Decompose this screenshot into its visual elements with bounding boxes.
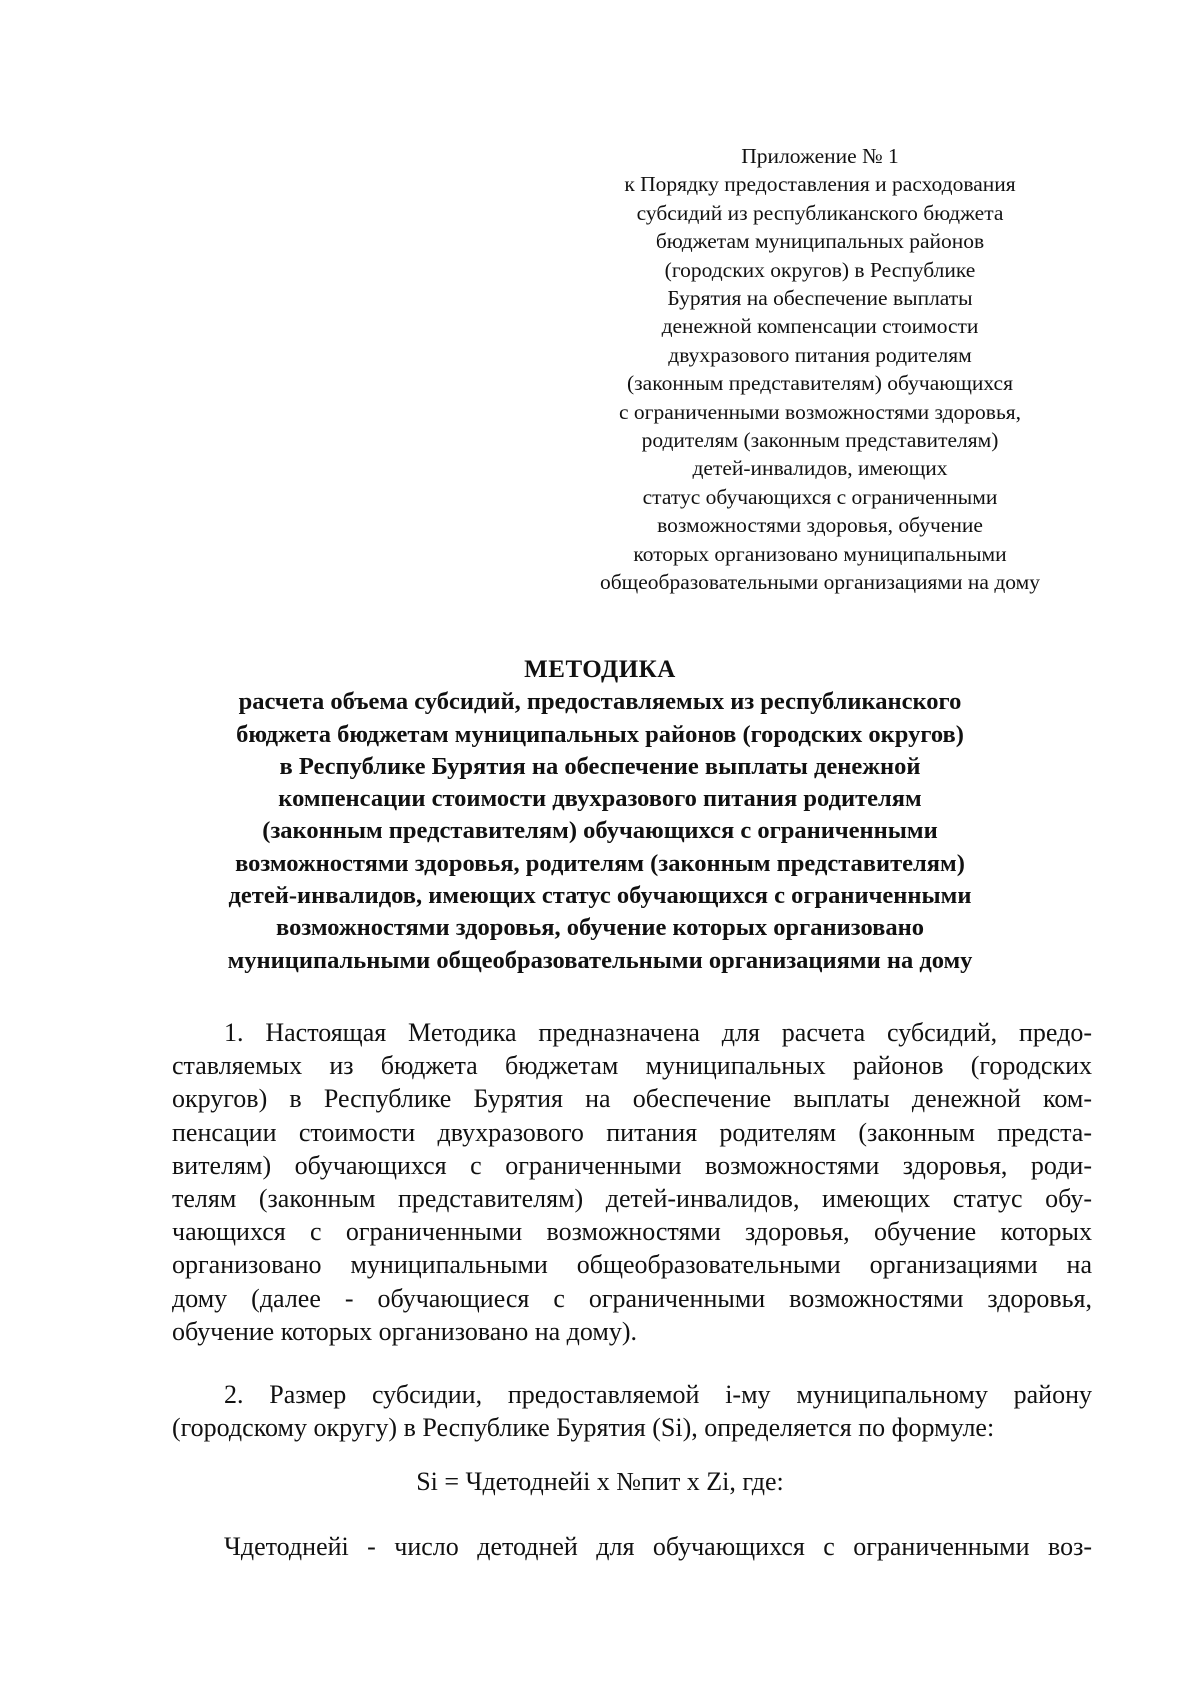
title-line: (законным представителям) обучающихся с ограниченными xyxy=(262,817,938,845)
appendix-line: детей-инвалидов, имеющих xyxy=(692,456,948,481)
appendix-line: (городских округов) в Республике xyxy=(664,257,976,282)
title-line: компенсации стоимости двухразового питания родителям xyxy=(278,785,922,813)
title-line: муниципальными общеобразовательными организациями на дому xyxy=(227,946,973,974)
paragraph-line: обучение которых организовано на дому). xyxy=(172,1316,638,1346)
paragraph-line: Чдетоднейi - число детодней для обучающихся с ограниченными воз- xyxy=(224,1532,1092,1561)
appendix-header xyxy=(560,142,1080,597)
paragraph-line: вителям) обучающихся с ограниченными возможностями здоровья, роди- xyxy=(172,1150,1092,1180)
paragraph-line: 1. Настоящая Методика предназначена для расчета субсидий, предо- xyxy=(224,1018,1092,1047)
paragraph-1 xyxy=(172,1016,1092,1348)
appendix-line: статус обучающихся с ограниченными xyxy=(642,484,998,509)
paragraph-line: ставляемых из бюджета бюджетам муниципальных районов (городских xyxy=(172,1051,1092,1081)
paragraph-line: дому (далее - обучающиеся с ограниченными возможностями здоровья, xyxy=(172,1283,1092,1313)
title-line: в Республике Бурятия на обеспечение выплаты денежной xyxy=(279,752,921,780)
paragraph-3 xyxy=(172,1530,1092,1563)
title-line: бюджета бюджетам муниципальных районов (городских округов) xyxy=(236,720,964,748)
document-title xyxy=(150,654,1050,977)
title-line: детей-инвалидов, имеющих статус обучающихся с ограниченными xyxy=(228,882,972,910)
paragraph-line: округов) в Республике Бурятия на обеспечение выплаты денежной ком- xyxy=(172,1084,1092,1114)
paragraph-line: 2. Размер субсидии, предоставляемой i-му муниципальному району xyxy=(224,1380,1092,1409)
paragraph-line: пенсации стоимости двухразового питания родителям (законным предста- xyxy=(172,1117,1092,1147)
paragraph-line: чающихся с ограниченными возможностями здоровья, обучение которых xyxy=(172,1217,1092,1247)
title-line: расчета объема субсидий, предоставляемых из республиканского xyxy=(238,688,962,716)
title-line: возможностями здоровья, обучение которых организовано xyxy=(276,914,924,942)
paragraph-line: телям (законным представителям) детей-инвалидов, имеющих статус обу- xyxy=(172,1183,1092,1213)
title-line: возможностями здоровья, родителям (законным представителям) xyxy=(235,849,965,877)
appendix-line: денежной компенсации стоимости xyxy=(661,314,979,339)
appendix-line: родителям (законным представителям) xyxy=(641,428,999,453)
appendix-line: которых организовано муниципальными xyxy=(633,541,1007,566)
appendix-line: возможностями здоровья, обучение xyxy=(657,513,983,538)
paragraph-2 xyxy=(172,1378,1092,1444)
appendix-line: с ограниченными возможностями здоровья, xyxy=(618,399,1022,424)
appendix-line: субсидий из республиканского бюджета xyxy=(636,200,1004,225)
appendix-line: бюджетам муниципальных районов xyxy=(655,229,985,254)
paragraph-line: организовано муниципальными общеобразовательными организациями на xyxy=(172,1250,1092,1280)
appendix-line: к Порядку предоставления и расходования xyxy=(624,172,1016,197)
appendix-line: Приложение № 1 xyxy=(741,144,899,168)
appendix-line: Бурятия на обеспечение выплаты xyxy=(667,286,973,311)
appendix-line: двухразового питания родителям xyxy=(668,342,972,367)
appendix-line: (законным представителям) обучающихся xyxy=(627,371,1013,396)
title-heading: МЕТОДИКА xyxy=(524,656,676,683)
appendix-line: общеобразовательными организациями на дому xyxy=(599,570,1040,595)
paragraph-line: (городскому округу) в Республике Бурятия (Si), определяется по формуле: xyxy=(172,1413,995,1443)
formula: Si = Чдетоднейi x №пит x Zi, где: xyxy=(416,1467,784,1496)
